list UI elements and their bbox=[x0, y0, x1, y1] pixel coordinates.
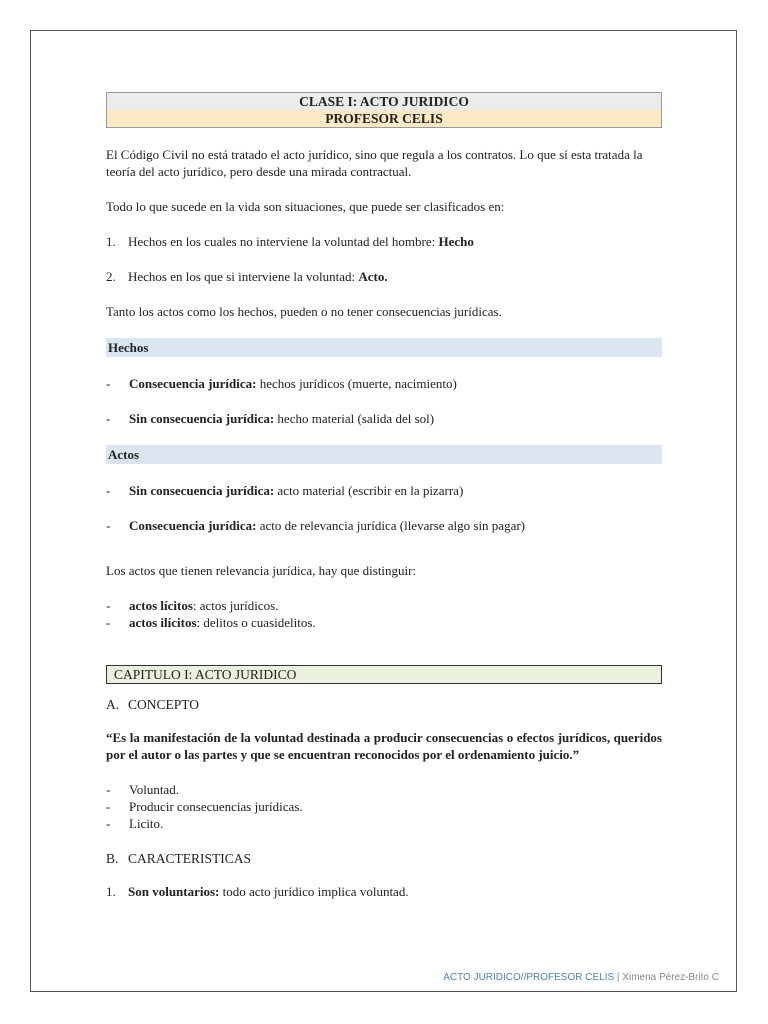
section-number: A. bbox=[106, 697, 120, 712]
dash-bullet: - bbox=[106, 782, 111, 797]
intro-paragraph-1: El Código Civil no está tratado el acto jurídico, sino que regula a los contratos. Lo que sí esta tratada la teoría del acto jurídico, pero desde una mirada contractual. bbox=[106, 147, 643, 179]
page-subtitle: PROFESOR CELIS bbox=[107, 110, 661, 127]
list-item bbox=[106, 375, 662, 392]
item-text: acto material (escribir en la pizarra) bbox=[274, 483, 464, 498]
item-text: Licito. bbox=[129, 816, 164, 831]
document-body bbox=[106, 92, 662, 918]
numbered-item-1 bbox=[106, 233, 662, 250]
item-text: todo acto jurídico implica voluntad. bbox=[219, 884, 409, 899]
section-a-heading bbox=[106, 696, 662, 713]
footer-document-title: ACTO JURIDICO//PROFESOR CELIS bbox=[443, 972, 615, 983]
intro-paragraph-2: Todo lo que sucede en la vida son situaciones, que puede ser clasificados en: bbox=[106, 199, 505, 214]
title-box bbox=[106, 92, 662, 128]
section-number: B. bbox=[106, 851, 119, 866]
footer-separator: | bbox=[614, 972, 623, 983]
section-actos-heading: Actos bbox=[106, 445, 662, 464]
dash-bullet: - bbox=[106, 518, 111, 533]
item-text: Producir consecuencias jurídicas. bbox=[129, 799, 303, 814]
item-text: : delitos o cuasidelitos. bbox=[196, 615, 316, 630]
numbered-item-2 bbox=[106, 268, 662, 285]
section-hechos-heading: Hechos bbox=[106, 338, 662, 357]
intro-paragraph-3: Tanto los actos como los hechos, pueden o no tener consecuencias jurídicas. bbox=[106, 304, 502, 319]
item-bold: Consecuencia jurídica: bbox=[129, 376, 257, 391]
dash-bullet: - bbox=[106, 816, 111, 831]
item-bold: Acto. bbox=[358, 269, 388, 284]
list-item bbox=[106, 815, 662, 832]
section-title: CONCEPTO bbox=[128, 697, 200, 712]
list-item bbox=[106, 798, 662, 815]
item-bold: actos ilícitos bbox=[129, 615, 197, 630]
page-footer bbox=[443, 972, 719, 983]
item-bold: Consecuencia jurídica: bbox=[129, 518, 257, 533]
dash-bullet: - bbox=[106, 598, 111, 613]
item-bold: Sin consecuencia jurídica: bbox=[129, 411, 275, 426]
item-number: 1. bbox=[106, 884, 116, 899]
section-b-heading bbox=[106, 850, 662, 867]
list-item bbox=[106, 410, 662, 427]
item-text: hecho material (salida del sol) bbox=[274, 411, 435, 426]
item-number: 2. bbox=[106, 269, 116, 284]
item-text: Voluntad. bbox=[129, 782, 179, 797]
item-text: : actos jurídicos. bbox=[192, 598, 279, 613]
item-bold: Son voluntarios: bbox=[128, 884, 220, 899]
list-item bbox=[106, 614, 662, 631]
section-title: CARACTERISTICAS bbox=[128, 851, 252, 866]
list-item bbox=[106, 482, 662, 499]
dash-bullet: - bbox=[106, 376, 111, 391]
distinguir-intro: Los actos que tienen relevancia jurídica, hay que distinguir: bbox=[106, 563, 417, 578]
page-title: CLASE I: ACTO JURIDICO bbox=[107, 93, 661, 110]
item-text: Hechos en los cuales no interviene la voluntad del hombre: bbox=[128, 234, 439, 249]
item-bold: Hecho bbox=[438, 234, 474, 249]
item-bold: Sin consecuencia jurídica: bbox=[129, 483, 275, 498]
definition-quote: “Es la manifestación de la voluntad destinada a producir consecuencias o efectos jurídicos, queridos por el autor o las partes y que se encuentran reconocidos por el ordenamiento juicio.” bbox=[106, 730, 662, 762]
numbered-item bbox=[106, 883, 662, 900]
list-item bbox=[106, 781, 662, 798]
item-text: acto de relevancia jurídica (llevarse algo sin pagar) bbox=[256, 518, 525, 533]
list-item bbox=[106, 597, 662, 614]
dash-bullet: - bbox=[106, 483, 111, 498]
dash-bullet: - bbox=[106, 615, 111, 630]
dash-bullet: - bbox=[106, 799, 111, 814]
item-text: Hechos en los que si interviene la voluntad: bbox=[128, 269, 359, 284]
item-text: hechos jurídicos (muerte, nacimiento) bbox=[256, 376, 457, 391]
list-item bbox=[106, 517, 662, 534]
item-bold: actos lícitos bbox=[129, 598, 193, 613]
dash-bullet: - bbox=[106, 411, 111, 426]
item-number: 1. bbox=[106, 234, 116, 249]
footer-author: Ximena Pérez-Brito C bbox=[622, 972, 719, 983]
chapter-heading: CAPITULO I: ACTO JURIDICO bbox=[106, 665, 662, 684]
